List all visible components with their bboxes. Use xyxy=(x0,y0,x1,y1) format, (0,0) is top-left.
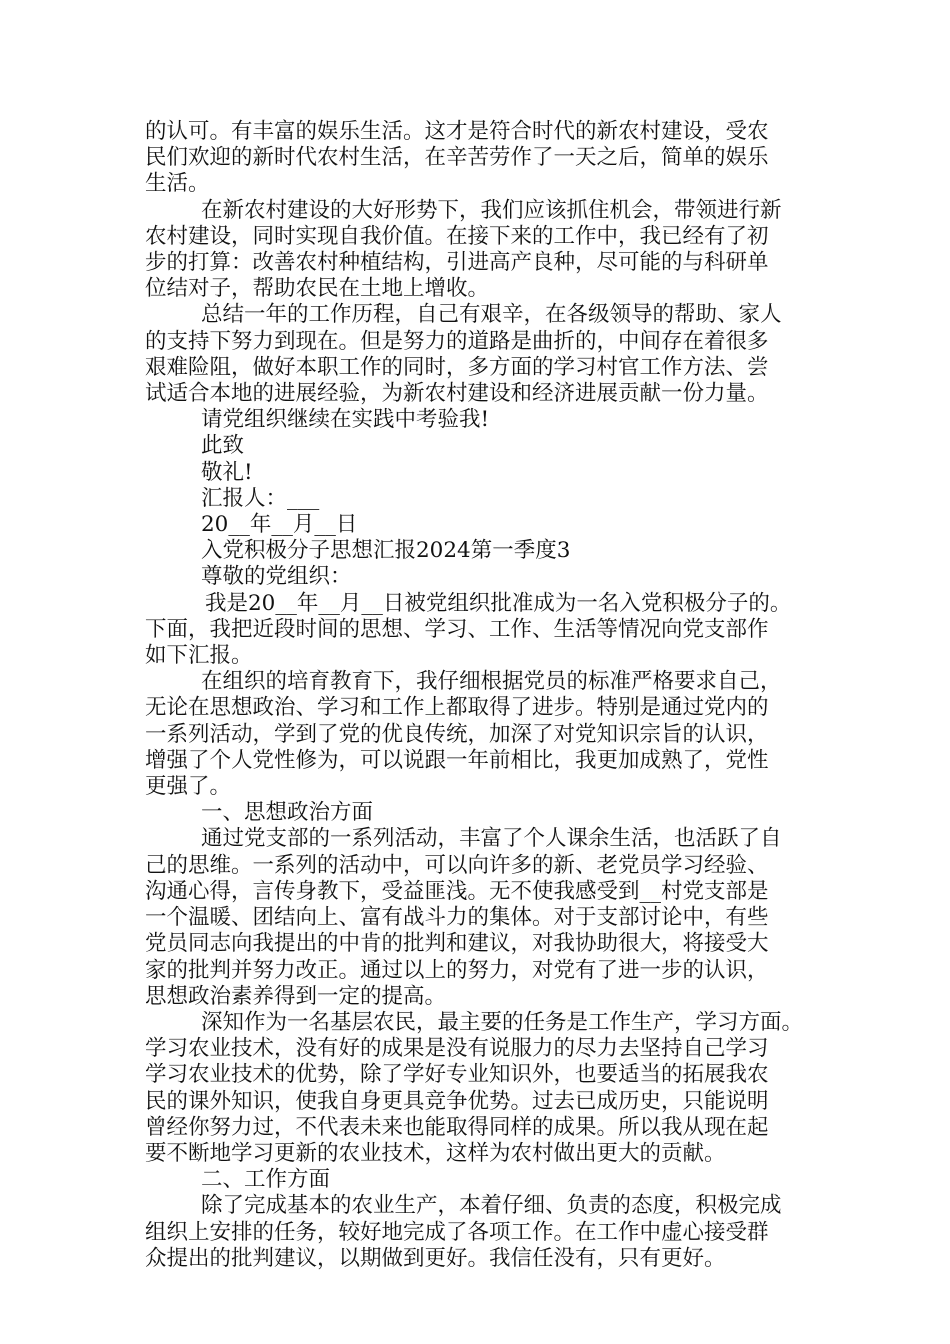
text-line: 下面，我把近段时间的思想、学习、工作、生活等情况向党支部作 xyxy=(145,616,769,642)
text-line: 试适合本地的进展经验，为新农村建设和经济进展贡献一份力量。 xyxy=(145,381,769,407)
text-line: 我是20__年__月__日被党组织批准成为一名入党积极分子的。 xyxy=(205,590,792,616)
text-line: 尊敬的党组织： xyxy=(201,564,352,590)
text-line: 20__年__月__日 xyxy=(201,512,358,538)
text-line: 总结一年的工作历程，自己有艰辛，在各级领导的帮助、家人 xyxy=(201,302,782,328)
text-line: 的支持下努力到现在。但是努力的道路是曲折的，中间存在着很多 xyxy=(145,328,769,354)
text-line: 在新农村建设的大好形势下，我们应该抓住机会，带领进行新 xyxy=(201,197,782,223)
text-line: 党员同志向我提出的中肯的批判和建议，对我协助很大，将接受大 xyxy=(145,931,769,957)
text-line: 步的打算：改善农村种植结构，引进高产良种，尽可能的与科研单 xyxy=(145,250,769,276)
text-line: 己的思维。一系列的活动中，可以向许多的新、老党员学习经验、 xyxy=(145,852,769,878)
text-line: 此致 xyxy=(201,433,245,459)
text-line: 思想政治素养得到一定的提高。 xyxy=(145,983,447,1009)
text-line: 组织上安排的任务，较好地完成了各项工作。在工作中虚心接受群 xyxy=(145,1219,769,1245)
text-line: 曾经你努力过，不代表未来也能取得同样的成果。所以我从现在起 xyxy=(145,1114,769,1140)
text-line: 在组织的培育教育下，我仔细根据党员的标准严格要求自己， xyxy=(201,669,782,695)
text-line: 的认可。有丰富的娱乐生活。这才是符合时代的新农村建设，受农 xyxy=(145,119,769,144)
text-line: 学习农业技术的优势，除了学好专业知识外，也要适当的拓展我农 xyxy=(145,1062,769,1088)
text-line: 生活。 xyxy=(145,171,210,197)
text-line: 除了完成基本的农业生产，本着仔细、负责的态度，积极完成 xyxy=(201,1193,782,1219)
text-line: 民的课外知识，使我自身更具竞争优势。过去已成历史，只能说明 xyxy=(145,1088,769,1114)
text-line: 一、思想政治方面 xyxy=(201,800,374,826)
document-page xyxy=(145,119,815,1272)
text-line: 位结对子，帮助农民在土地上增收。 xyxy=(145,276,490,302)
text-line: 二、工作方面 xyxy=(201,1167,331,1193)
text-line: 请党组织继续在实践中考验我! xyxy=(201,407,490,433)
text-line: 深知作为一名基层农民，最主要的任务是工作生产，学习方面。 xyxy=(201,1009,804,1035)
text-line: 众提出的批判建议，以期做到更好。我信任没有，只有更好。 xyxy=(145,1245,726,1271)
text-line: 敬礼! xyxy=(201,459,253,485)
text-line: 更强了。 xyxy=(145,774,232,800)
text-line: 沟通心得，言传身教下，受益匪浅。无不使我感受到__村党支部是 xyxy=(145,878,769,904)
text-line: 通过党支部的一系列活动，丰富了个人课余生活，也活跃了自 xyxy=(201,826,782,852)
text-line: 无论在思想政治、学习和工作上都取得了进步。特别是通过党内的 xyxy=(145,695,769,721)
text-line: 入党积极分子思想汇报2024第一季度3 xyxy=(201,538,571,564)
text-line: 如下汇报。 xyxy=(145,643,253,669)
text-line: 一个温暖、团结向上、富有战斗力的集体。对于支部讨论中，有些 xyxy=(145,905,769,931)
text-line: 要不断地学习更新的农业技术，这样为农村做出更大的贡献。 xyxy=(145,1140,726,1166)
text-line: 学习农业技术，没有好的成果是没有说服力的尽力去坚持自己学习 xyxy=(145,1036,769,1062)
text-line: 汇报人：___ xyxy=(201,485,320,511)
text-line: 艰难险阻，做好本职工作的同时，多方面的学习村官工作方法、尝 xyxy=(145,354,769,380)
text-line: 增强了个人党性修为，可以说跟一年前相比，我更加成熟了，党性 xyxy=(145,747,769,773)
text-line: 家的批判并努力改正。通过以上的努力，对党有了进一步的认识， xyxy=(145,957,769,983)
text-line: 一系列活动，学到了党的优良传统，加深了对党知识宗旨的认识， xyxy=(145,721,769,747)
text-line: 农村建设，同时实现自我价值。在接下来的工作中，我已经有了初 xyxy=(145,223,769,249)
text-line: 民们欢迎的新时代农村生活，在辛苦劳作了一天之后，简单的娱乐 xyxy=(145,145,769,171)
